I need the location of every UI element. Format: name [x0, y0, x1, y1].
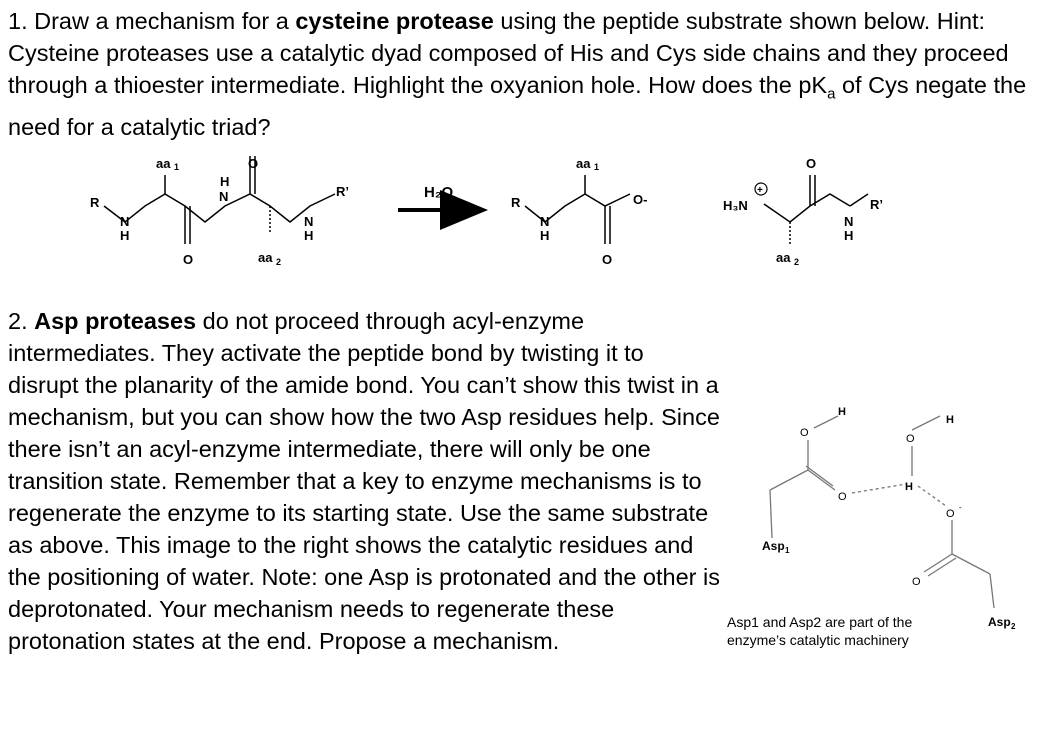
asp2-carbonyl-oxygen: O [912, 576, 921, 588]
asp2-carboxylate-oxygen: O [946, 508, 955, 520]
nitrogen-label: N [304, 214, 314, 229]
asp1-hydroxyl-oxygen: O [800, 427, 809, 439]
negative-charge-sign: - [959, 503, 962, 512]
oxygen-label: O [183, 252, 194, 267]
q1-bold-term: cysteine protease [295, 8, 494, 34]
q1-prefix: 1. Draw a mechanism for a [8, 8, 296, 34]
water-molecule [852, 416, 946, 506]
positive-charge-sign: + [757, 185, 763, 196]
hydrogen-label: H [304, 228, 314, 243]
r-prime-label: R’ [336, 184, 349, 199]
aa1-subscript: 1 [594, 162, 600, 172]
aa1-label: aa [576, 156, 591, 171]
hydrogen-label: H [540, 228, 550, 243]
asp2-subscript: 2 [1011, 622, 1016, 631]
ammonium-label: H₃N [723, 198, 748, 213]
nitrogen-label: N [120, 214, 130, 229]
oxygen-label: O [602, 252, 613, 267]
aa1-label: aa [156, 156, 171, 171]
aa2-subscript: 2 [794, 257, 800, 267]
hydrogen-label: H [844, 228, 854, 243]
aa2-label: aa [258, 250, 273, 265]
water-label: H₂O [424, 184, 454, 201]
aa2-subscript: 2 [276, 257, 282, 267]
water-hydrogen: H [946, 414, 954, 426]
r-group-label: R [90, 195, 100, 210]
oxygen-label: O [806, 156, 817, 171]
q2-bold-term: Asp proteases [34, 308, 197, 334]
carboxylate-label: O- [633, 192, 648, 207]
q1-pka-subscript: a [827, 85, 836, 103]
water-oxygen: O [906, 433, 915, 445]
q1-tail: of Cys negate the need for a catalytic triad? [8, 72, 1027, 140]
asp2-label: Asp [988, 615, 1011, 629]
nitrogen-label: N [844, 214, 854, 229]
r-group-label: R [511, 195, 521, 210]
aa1-subscript: 1 [174, 162, 180, 172]
oxygen-label: O [248, 156, 259, 171]
asp-active-site-diagram [727, 406, 1016, 648]
hydrogen-label: H [220, 174, 230, 189]
q1-body: using the peptide substrate shown below. Hint: Cysteine proteases use a catalytic dyad composed of His and Cys side chains and they proceed through a thioester intermediate. Highlight the oxyanion hole. How does the pK [8, 8, 1009, 98]
hydrogen-label: H [120, 228, 130, 243]
asp1-label: Asp [762, 539, 785, 553]
asp1-hydroxyl-hydrogen: H [838, 406, 846, 418]
water-hydrogen: H [905, 481, 913, 493]
nitrogen-label: N [219, 189, 229, 204]
q2-body: do not proceed through acyl-enzyme intermediates. They activate the peptide bond by twisting it to disrupt the planarity of the amide bond. You can’t show this twist in a mechanism, but you can show how the two Asp residues help. Since there isn’t an acyl-enzyme intermediate, there will only be one transition state. Remember that a key to enzyme mechanisms is to regenerate the enzyme to its starting state. Use the same substrate as above. This image to the right shows the catalytic residues and the positioning of water. Note: one Asp is protonated and the other is deprotonated. Your mechanism needs to regenerate these protonation states at the end. Propose a mechanism. [8, 308, 720, 654]
aa2-label: aa [776, 250, 791, 265]
asp1-carbonyl-oxygen: O [838, 491, 847, 503]
asp2-residue [924, 520, 994, 608]
r-prime-label: R’ [870, 197, 883, 212]
asp-caption-line-2: enzyme’s catalytic machinery [727, 632, 909, 648]
reaction-scheme [90, 156, 883, 267]
asp-caption-line-1: Asp1 and Asp2 are part of the [727, 614, 913, 630]
q2-number: 2. [8, 308, 35, 334]
asp1-subscript: 1 [785, 546, 790, 555]
nitrogen-label: N [540, 214, 550, 229]
